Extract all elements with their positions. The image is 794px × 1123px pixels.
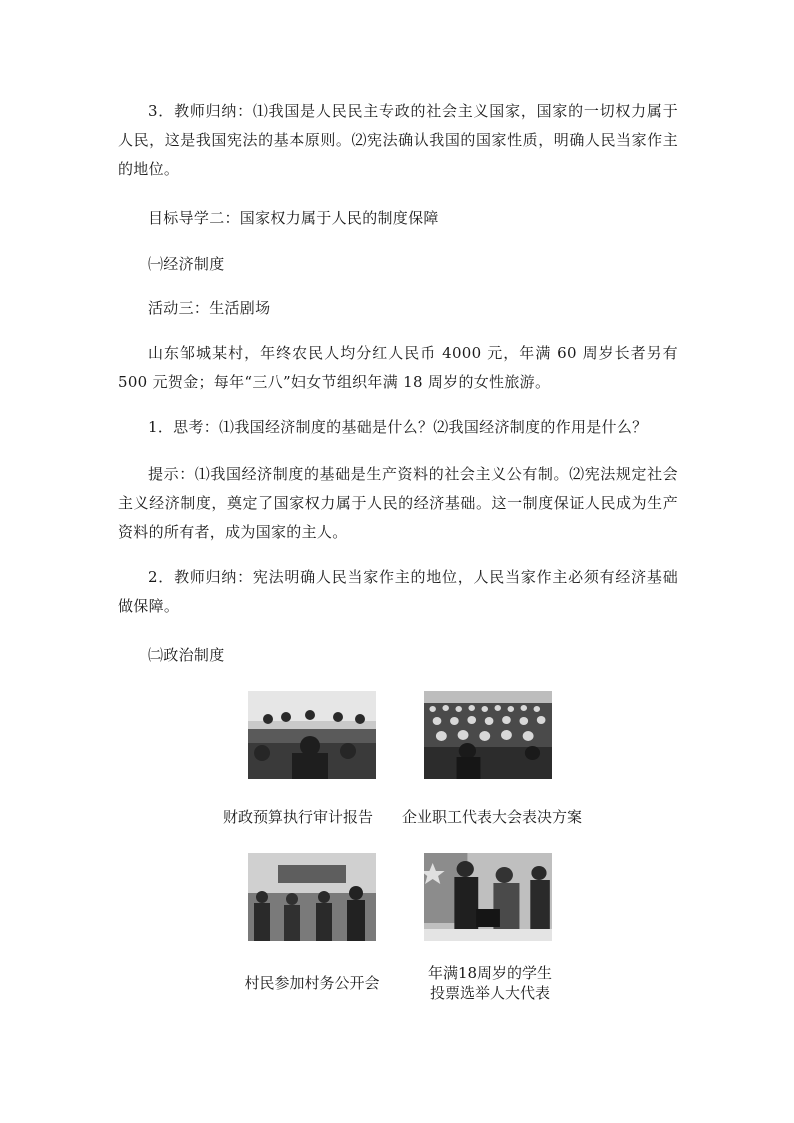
caption-workers-congress: 企业职工代表大会表决方案 xyxy=(401,808,582,826)
caption-student-voting-line-2: 投票选举人大代表 xyxy=(429,984,550,1002)
village-meeting-photo xyxy=(248,853,376,941)
meeting-photo xyxy=(248,691,376,779)
paragraph-think-questions: 1．思考：⑴我国经济制度的基础是什么？⑵我国经济制度的作用是什么？ xyxy=(148,418,648,436)
heading-economic-system: ㈠经济制度 xyxy=(148,255,225,273)
paragraph-hint: 提示：⑴我国经济制度的基础是生产资料的社会主义公有制。⑵宪法规定社会主义经济制度，奠定了国家权力属于人民的经济基础。这一制度保证人民成为生产资料的所有者，成为国家的主人。 xyxy=(118,465,678,541)
paragraph-teacher-summary-2: 2．教师归纳：宪法明确人民当家作主的地位，人民当家作主必须有经济基础做保障。 xyxy=(118,568,678,615)
voting-photo xyxy=(424,853,552,941)
heading-activity-3: 活动三：生活剧场 xyxy=(148,299,271,317)
caption-audit-report: 财政预算执行审计报告 xyxy=(222,808,373,826)
caption-student-voting-line-1: 年满18周岁的学生 xyxy=(427,964,553,982)
paragraph-village-case: 山东邹城某村，年终农民人均分红人民币 4000 元，年满 60 周岁长者另有 500 元贺金；每年“三八”妇女节组织年满 18 周岁的女性旅游。 xyxy=(118,344,678,391)
assembly-hall-photo xyxy=(424,691,552,779)
caption-village-meeting: 村民参加村务公开会 xyxy=(244,974,380,992)
heading-political-system: ㈡政治制度 xyxy=(148,646,225,664)
paragraph-teacher-summary-3: 3．教师归纳：⑴我国是人民民主专政的社会主义国家，国家的一切权力属于人民，这是我国宪法的基本原则。⑵宪法确认我国的国家性质，明确人民当家作主的地位。 xyxy=(118,102,678,178)
heading-objective-2: 目标导学二：国家权力属于人民的制度保障 xyxy=(148,209,439,227)
